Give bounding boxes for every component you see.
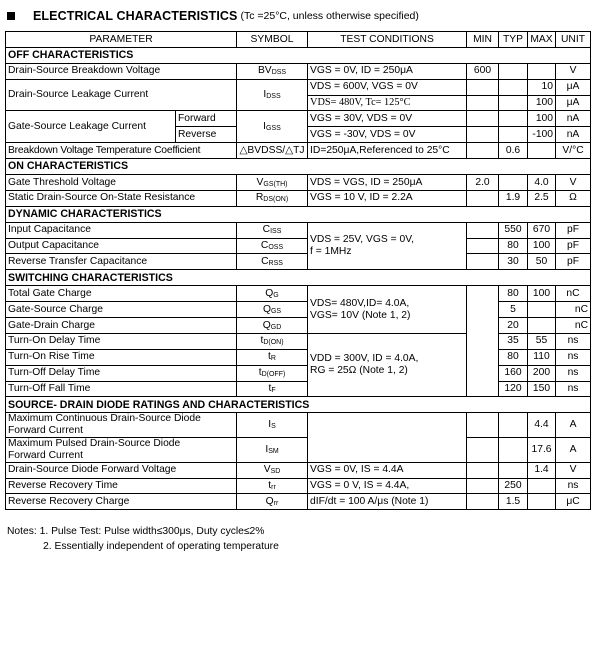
min-cell [467,438,499,463]
min-cell [467,222,499,238]
max-cell [528,302,556,318]
section-title-off: OFF CHARACTERISTICS [6,47,591,63]
param-cell: Reverse Recovery Charge [6,494,237,510]
symbol-cell: $t_{D(OFF)}$ [237,365,308,381]
param-cell: Reverse Recovery Time [6,478,237,494]
table-row [6,302,591,318]
condition-cell: VDS = 600V, VGS = 0V [308,79,467,95]
note-2: 2. Essentially independent of operating temperature [43,541,279,552]
section-row [6,397,591,413]
table-row [6,478,591,494]
min-cell [467,494,499,510]
symbol-cell: $Q_G$ [237,286,308,302]
typ-cell: 160 [499,365,528,381]
max-cell: 100 [528,286,556,302]
table-row [6,365,591,381]
table-row [6,254,591,270]
table-row [6,63,591,79]
typ-cell [499,438,528,463]
table-row [6,438,591,463]
symbol-cell: $BV_{DSS}$ [237,63,308,79]
col-header-unit: UNIT [556,32,591,48]
condition-cell: VDS = VGS, ID = 250μA [308,175,467,191]
unit-cell: V/°C [556,143,591,159]
section-heading [7,7,419,25]
max-cell: 100 [528,111,556,127]
electrical-characteristics-table [5,31,591,510]
min-cell [467,462,499,478]
condition-cell: VDS= 480V, Tc= 125°C [308,95,467,111]
symbol-cell: $C_{OSS}$ [237,238,308,254]
section-row [6,270,591,286]
unit-cell: A [556,438,591,463]
symbol-cell: $t_{D(ON)}$ [237,333,308,349]
typ-cell [499,63,528,79]
unit-cell: nC [556,286,591,302]
typ-cell: 1.5 [499,494,528,510]
symbol-cell: $Q_{rr}$ [237,494,308,510]
table-row [6,413,591,438]
symbol-cell: $t_R$ [237,349,308,365]
max-cell: 150 [528,381,556,397]
min-cell [467,286,499,397]
symbol-cell: $C_{RSS}$ [237,254,308,270]
max-cell [528,318,556,334]
typ-cell [499,175,528,191]
symbol-cell: $I_{DSS}$ [237,79,308,111]
param-cell: Gate-Source Leakage Current [6,111,176,143]
table-row [6,462,591,478]
param-cell: Drain-Source Breakdown Voltage [6,63,237,79]
unit-cell: Ω [556,190,591,206]
unit-cell: ns [556,333,591,349]
table-row [6,238,591,254]
typ-cell: 20 [499,318,528,334]
symbol-cell: $I_{SM}$ [237,438,308,463]
param-cell: Gate-Drain Charge [6,318,237,334]
max-cell: 55 [528,333,556,349]
header-row [6,32,591,48]
table-row [6,286,591,302]
symbol-cell: $I_S$ [237,413,308,438]
param-cell: Maximum Continuous Drain-Source Diode Forward Current [6,413,237,438]
col-header-max: MAX [528,32,556,48]
param-cell: Gate-Source Charge [6,302,237,318]
typ-cell: 5 [499,302,528,318]
unit-cell: ns [556,365,591,381]
typ-cell: 80 [499,349,528,365]
typ-cell [499,79,528,95]
min-cell [467,238,499,254]
unit-cell: ns [556,478,591,494]
min-cell [467,143,499,159]
condition-cell: VGS = 0V, ID = 250μA [308,63,467,79]
unit-cell: pF [556,254,591,270]
min-cell [467,413,499,438]
symbol-cell: $V_{GS(TH)}$ [237,175,308,191]
condition-cell: VGS = 10 V, ID = 2.2A [308,190,467,206]
unit-cell: V [556,462,591,478]
unit-cell: μC [556,494,591,510]
min-cell [467,79,499,95]
typ-cell [499,462,528,478]
unit-cell: nA [556,111,591,127]
direction-cell-reverse: Reverse [176,127,237,143]
max-cell: 10 [528,79,556,95]
section-row [6,47,591,63]
max-cell: -100 [528,127,556,143]
table-row [6,111,591,127]
max-cell: 4.0 [528,175,556,191]
typ-cell: 250 [499,478,528,494]
param-cell: Gate Threshold Voltage [6,175,237,191]
table-row [6,175,591,191]
min-cell [467,190,499,206]
param-cell: Turn-On Rise Time [6,349,237,365]
section-title-diode: SOURCE- DRAIN DIODE RATINGS AND CHARACTERISTICS [6,397,591,413]
max-cell [528,63,556,79]
param-cell: Output Capacitance [6,238,237,254]
symbol-cell: $Q_{GS}$ [237,302,308,318]
heading-title: ELECTRICAL CHARACTERISTICS [33,9,238,23]
max-cell: 4.4 [528,413,556,438]
typ-cell: 35 [499,333,528,349]
square-bullet-icon [7,12,15,20]
condition-cell: VGS = 0V, IS = 4.4A [308,462,467,478]
min-cell [467,95,499,111]
param-cell: Input Capacitance [6,222,237,238]
section-row [6,206,591,222]
table-row [6,494,591,510]
notes-block [7,524,279,554]
typ-cell: 120 [499,381,528,397]
table-row [6,190,591,206]
max-cell: 50 [528,254,556,270]
param-cell: Drain-Source Leakage Current [6,79,237,111]
min-cell: 600 [467,63,499,79]
min-cell [467,478,499,494]
symbol-cell: $t_F$ [237,381,308,397]
table-row [6,318,591,334]
min-cell: 2.0 [467,175,499,191]
param-cell: Breakdown Voltage Temperature Coefficient [6,143,237,159]
section-row [6,159,591,175]
symbol-cell: $I_{GSS}$ [237,111,308,143]
col-header-min: MIN [467,32,499,48]
col-header-typ: TYP [499,32,528,48]
unit-cell: A [556,413,591,438]
unit-cell: μA [556,95,591,111]
max-cell [528,478,556,494]
max-cell [528,494,556,510]
table-row [6,349,591,365]
param-cell: Drain-Source Diode Forward Voltage [6,462,237,478]
min-cell [467,111,499,127]
col-header-parameter: PARAMETER [6,32,237,48]
heading-condition: (Tc =25°C, unless otherwise specified) [240,10,419,22]
col-header-symbol: SYMBOL [237,32,308,48]
max-cell: 17.6 [528,438,556,463]
symbol-cell: $t_{rr}$ [237,478,308,494]
typ-cell [499,413,528,438]
symbol-cell: $Q_{GD}$ [237,318,308,334]
param-cell: Turn-On Delay Time [6,333,237,349]
typ-cell [499,127,528,143]
typ-cell: 1.9 [499,190,528,206]
typ-cell [499,111,528,127]
min-cell [467,127,499,143]
max-cell: 100 [528,95,556,111]
table-row [6,381,591,397]
condition-cell: VGS = -30V, VDS = 0V [308,127,467,143]
direction-cell-forward: Forward [176,111,237,127]
unit-cell: ns [556,349,591,365]
param-cell: Static Drain-Source On-State Resistance [6,190,237,206]
condition-cell: ID=250μA,Referenced to 25°C [308,143,467,159]
unit-cell: μA [556,79,591,95]
typ-cell [499,95,528,111]
max-cell: 2.5 [528,190,556,206]
symbol-cell: △BVDSS/△TJ [237,143,308,159]
unit-cell: V [556,63,591,79]
table-row [6,79,591,95]
note-1: Notes: 1. Pulse Test: Pulse width≤300μs, Duty cycle≤2% [7,526,265,537]
unit-cell: ns [556,381,591,397]
condition-cell: VGS = 0 V, IS = 4.4A, [308,478,467,494]
unit-cell: pF [556,222,591,238]
condition-cell [308,413,467,462]
unit-cell: V [556,175,591,191]
param-cell: Reverse Transfer Capacitance [6,254,237,270]
param-cell: Maximum Pulsed Drain-Source Diode Forward Current [6,438,237,463]
section-title-on: ON CHARACTERISTICS [6,159,591,175]
unit-cell: nC [556,302,591,318]
typ-cell: 80 [499,286,528,302]
condition-cell: dIF/dt = 100 A/μs (Note 1) [308,494,467,510]
max-cell: 110 [528,349,556,365]
section-title-switching: SWITCHING CHARACTERISTICS [6,270,591,286]
col-header-test: TEST CONDITIONS [308,32,467,48]
typ-cell: 550 [499,222,528,238]
unit-cell: pF [556,238,591,254]
max-cell [528,143,556,159]
unit-cell: nA [556,127,591,143]
param-cell: Turn-Off Fall Time [6,381,237,397]
unit-cell: nC [556,318,591,334]
table-row [6,333,591,349]
typ-cell: 30 [499,254,528,270]
table-row [6,143,591,159]
param-cell: Turn-Off Delay Time [6,365,237,381]
max-cell: 200 [528,365,556,381]
min-cell [467,254,499,270]
symbol-cell: $V_{SD}$ [237,462,308,478]
section-title-dynamic: DYNAMIC CHARACTERISTICS [6,206,591,222]
condition-cell: VDS= 480V,ID= 4.0A, VGS= 10V (Note 1, 2) [308,286,467,334]
max-cell: 1.4 [528,462,556,478]
symbol-cell: $R_{DS(ON)}$ [237,190,308,206]
max-cell: 670 [528,222,556,238]
condition-cell: VGS = 30V, VDS = 0V [308,111,467,127]
symbol-cell: $C_{ISS}$ [237,222,308,238]
condition-cell: VDS = 25V, VGS = 0V, f = 1MHz [308,222,467,270]
typ-cell: 80 [499,238,528,254]
param-cell: Total Gate Charge [6,286,237,302]
condition-cell: VDD = 300V, ID = 4.0A, RG = 25Ω (Note 1, 2) [308,333,467,397]
table-row [6,222,591,238]
typ-cell: 0.6 [499,143,528,159]
max-cell: 100 [528,238,556,254]
